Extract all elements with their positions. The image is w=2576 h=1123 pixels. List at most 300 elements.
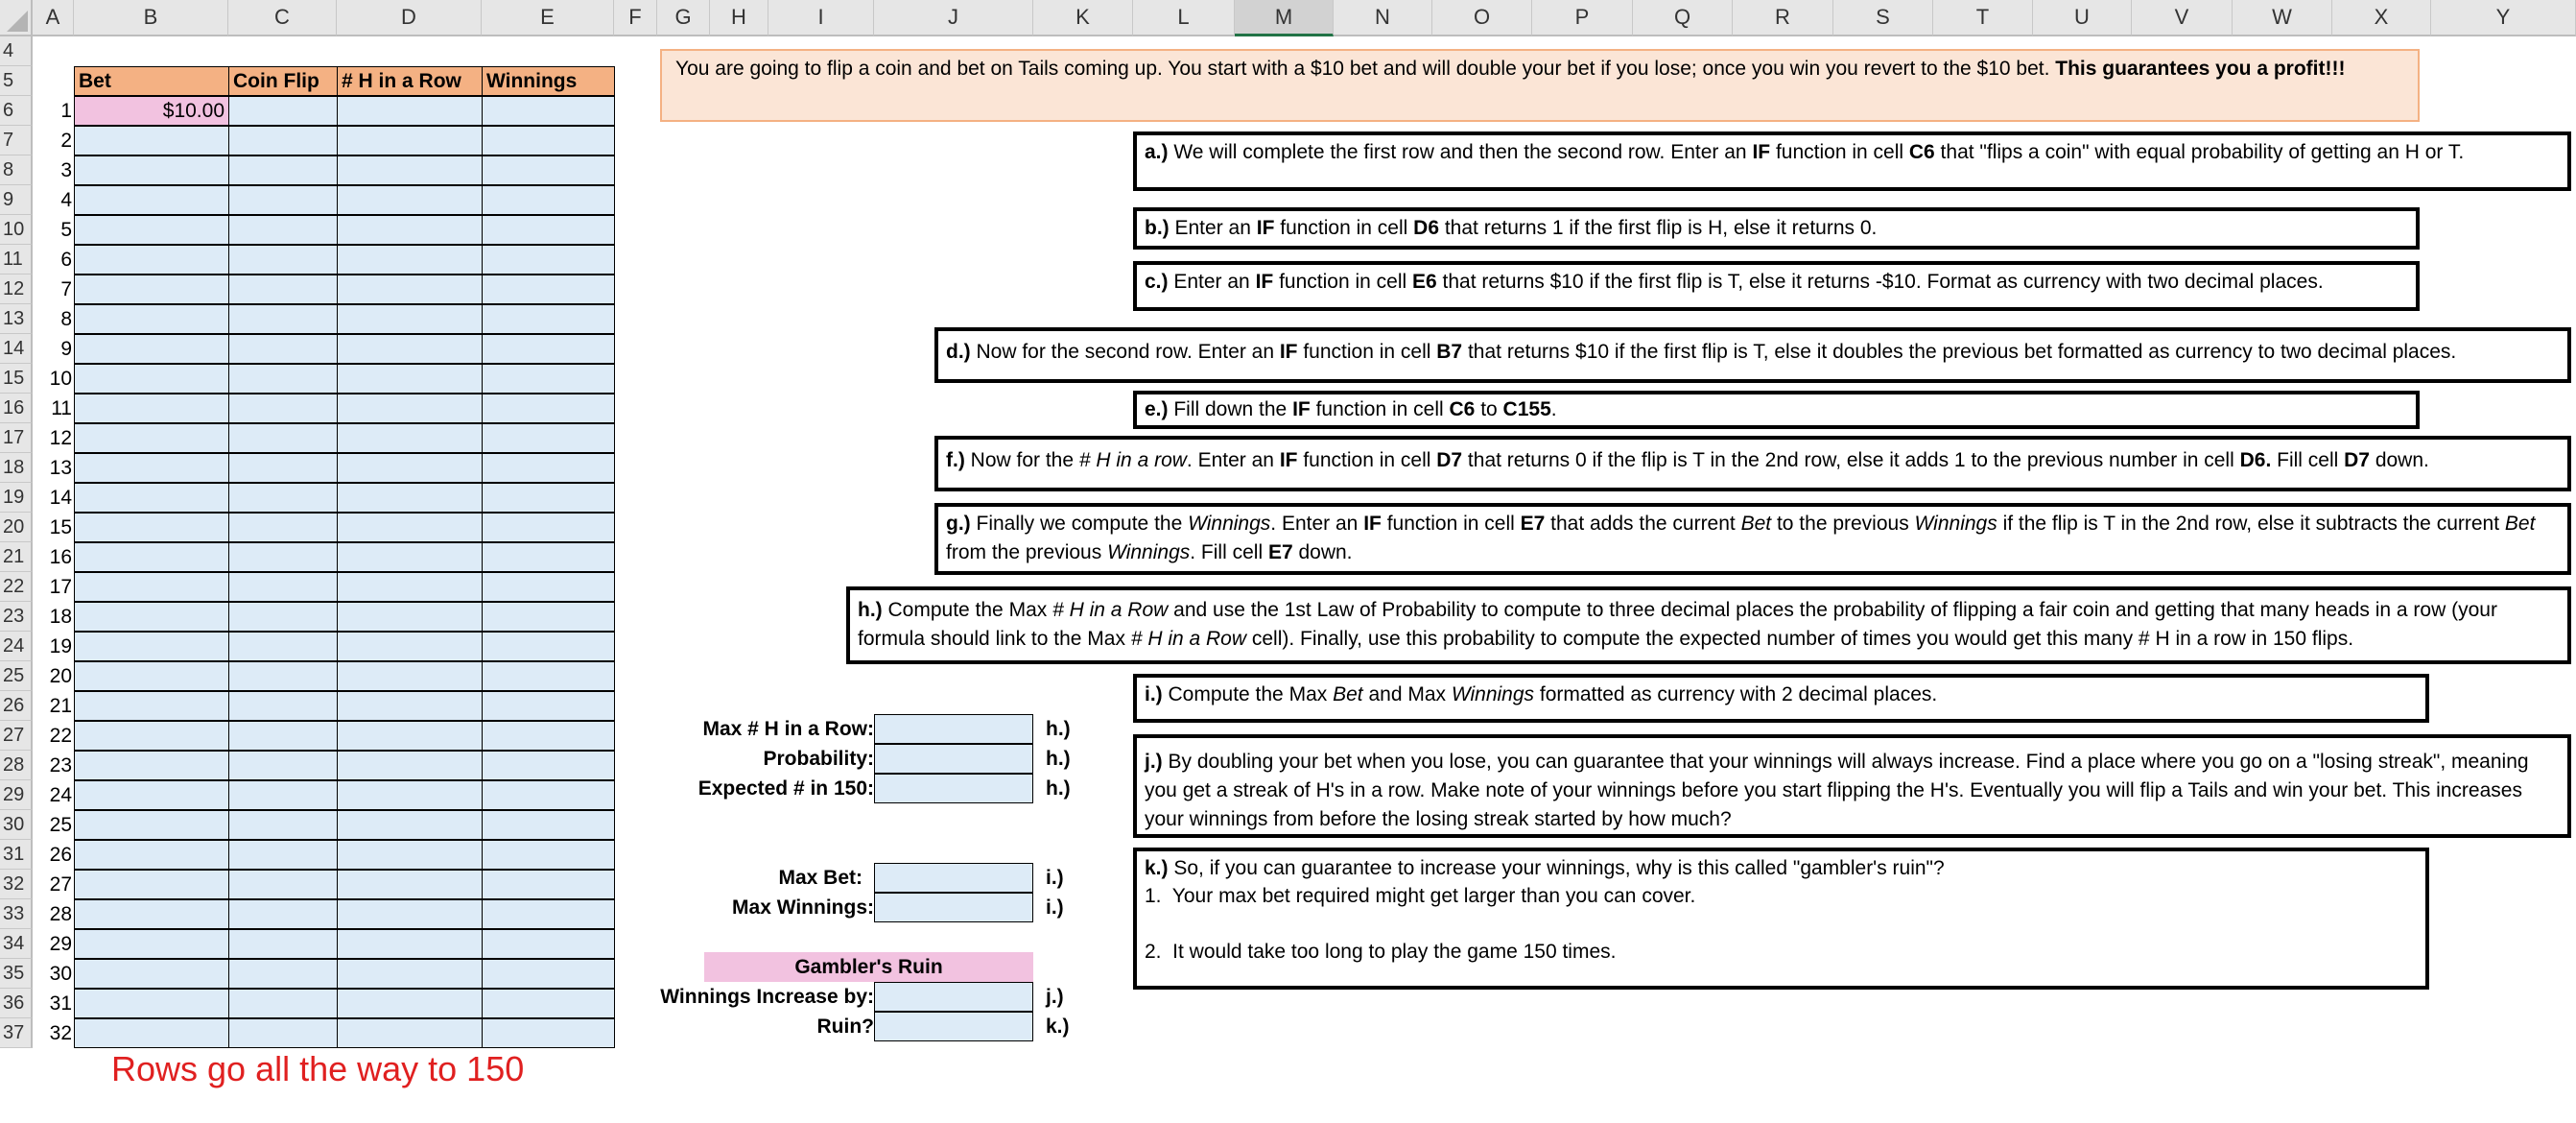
winnings-cell[interactable] bbox=[482, 155, 615, 185]
column-header-T[interactable]: T bbox=[1933, 0, 2033, 36]
coin-flip-cell[interactable] bbox=[228, 453, 338, 483]
row-header-27[interactable]: 27 bbox=[0, 721, 33, 751]
row-number: 4 bbox=[60, 188, 72, 211]
coin-flip-cell[interactable] bbox=[228, 661, 338, 691]
bet-cell[interactable] bbox=[74, 691, 229, 721]
column-header-R[interactable]: R bbox=[1733, 0, 1833, 36]
row-header-34[interactable]: 34 bbox=[0, 929, 33, 959]
column-header-X[interactable]: X bbox=[2332, 0, 2431, 36]
bet-cell[interactable] bbox=[74, 721, 229, 751]
instruction-i bbox=[1133, 674, 2429, 723]
text-segment: D7 bbox=[2344, 449, 2370, 471]
h-in-a-row-cell[interactable] bbox=[337, 215, 483, 245]
text-segment: function in cell bbox=[1297, 449, 1437, 471]
column-header-B[interactable]: B bbox=[74, 0, 228, 36]
expected-cell[interactable] bbox=[874, 774, 1033, 803]
coin-flip-cell[interactable] bbox=[228, 751, 338, 780]
instruction-c bbox=[1133, 261, 2420, 311]
bet-cell[interactable] bbox=[74, 334, 229, 364]
column-header-F[interactable]: F bbox=[614, 0, 657, 36]
column-header-E[interactable]: E bbox=[482, 0, 614, 36]
h-in-a-row-cell[interactable] bbox=[337, 364, 483, 394]
bet-cell[interactable] bbox=[74, 810, 229, 840]
text-segment: E6 bbox=[1412, 271, 1437, 293]
h-in-a-row-cell[interactable] bbox=[337, 661, 483, 691]
text-segment: a.) bbox=[1145, 141, 1174, 163]
row-number: 9 bbox=[60, 337, 72, 360]
row-header-19[interactable]: 19 bbox=[0, 483, 33, 513]
header-bet[interactable]: Bet bbox=[74, 66, 229, 96]
bet-cell[interactable] bbox=[74, 899, 229, 929]
bet-cell[interactable] bbox=[74, 542, 229, 572]
text-segment: C6 bbox=[1449, 398, 1476, 420]
text-segment: # H in a row bbox=[1078, 449, 1187, 471]
bet-cell[interactable] bbox=[74, 572, 229, 602]
bet-cell[interactable] bbox=[74, 155, 229, 185]
h-in-a-row-cell[interactable] bbox=[337, 840, 483, 870]
bet-cell[interactable] bbox=[74, 929, 229, 959]
row-header-4[interactable]: 4 bbox=[0, 36, 33, 66]
text-segment: Bet bbox=[1333, 683, 1363, 705]
text-segment: to bbox=[1475, 398, 1503, 420]
winnings-cell[interactable] bbox=[482, 126, 615, 155]
coin-flip-cell[interactable] bbox=[228, 483, 338, 513]
row-header-15[interactable]: 15 bbox=[0, 364, 33, 394]
text-segment: C6 bbox=[1908, 141, 1935, 163]
ref-h: h.) bbox=[1046, 777, 1071, 800]
h-in-a-row-cell[interactable] bbox=[337, 989, 483, 1018]
row-number: 7 bbox=[60, 277, 72, 300]
text-segment: function in cell bbox=[1274, 217, 1414, 239]
column-header-K[interactable]: K bbox=[1033, 0, 1133, 36]
h-in-a-row-cell[interactable] bbox=[337, 691, 483, 721]
h-in-a-row-cell[interactable] bbox=[337, 810, 483, 840]
h-in-a-row-cell[interactable] bbox=[337, 721, 483, 751]
winnings-cell[interactable] bbox=[482, 632, 615, 661]
max-winnings-label: Max Winnings: bbox=[732, 896, 874, 919]
coin-flip-cell[interactable] bbox=[228, 780, 338, 810]
text-segment: that returns $10 if the first flip is T, else it doubles the previous bet formatted as currency to two decimal places. bbox=[1462, 341, 2457, 363]
text-segment: e.) bbox=[1145, 398, 1174, 420]
winnings-increase-label: Winnings Increase by: bbox=[660, 986, 874, 1008]
bet-cell[interactable] bbox=[74, 126, 229, 155]
row-number: 30 bbox=[49, 962, 72, 985]
text-segment: c.) bbox=[1145, 271, 1174, 293]
row-header-22[interactable]: 22 bbox=[0, 572, 33, 602]
column-header-H[interactable]: H bbox=[710, 0, 768, 36]
text-segment: Bet bbox=[1740, 513, 1772, 535]
text-segment: IF bbox=[1752, 141, 1771, 163]
text-segment: j.) bbox=[1145, 751, 1169, 773]
bet-cell[interactable] bbox=[74, 483, 229, 513]
row-header-32[interactable]: 32 bbox=[0, 870, 33, 899]
h-in-a-row-cell[interactable] bbox=[337, 959, 483, 989]
text-segment: Enter an bbox=[1174, 217, 1257, 239]
instruction-h bbox=[846, 586, 2571, 664]
ref-h: h.) bbox=[1046, 718, 1071, 740]
expected-label: Expected # in 150: bbox=[697, 777, 874, 800]
column-header-I[interactable]: I bbox=[768, 0, 874, 36]
probability-label: Probability: bbox=[763, 748, 874, 770]
h-in-a-row-cell[interactable] bbox=[337, 275, 483, 304]
row-header-6[interactable]: 6 bbox=[0, 96, 33, 126]
text-segment: that returns 1 if the first flip is H, else it returns 0. bbox=[1439, 217, 1878, 239]
h-in-a-row-cell[interactable] bbox=[337, 751, 483, 780]
coin-flip-cell[interactable] bbox=[228, 542, 338, 572]
intro-text bbox=[660, 49, 2420, 122]
coin-flip-cell[interactable] bbox=[228, 96, 338, 126]
bet-cell[interactable] bbox=[74, 304, 229, 334]
row-header-12[interactable]: 12 bbox=[0, 275, 33, 304]
bet-cell[interactable] bbox=[74, 661, 229, 691]
text-segment: E7 bbox=[1267, 541, 1293, 563]
winnings-cell[interactable] bbox=[482, 453, 615, 483]
row-number: 15 bbox=[49, 515, 72, 538]
winnings-cell[interactable] bbox=[482, 542, 615, 572]
h-in-a-row-cell[interactable] bbox=[337, 126, 483, 155]
bet-cell[interactable] bbox=[74, 1018, 229, 1048]
bet-cell[interactable] bbox=[74, 989, 229, 1018]
text-segment: Fill cell bbox=[2271, 449, 2345, 471]
winnings-cell[interactable] bbox=[482, 691, 615, 721]
coin-flip-cell[interactable] bbox=[228, 275, 338, 304]
text-segment: Now for the bbox=[970, 449, 1079, 471]
column-header-L[interactable]: L bbox=[1133, 0, 1235, 36]
coin-flip-cell[interactable] bbox=[228, 1018, 338, 1048]
winnings-cell[interactable] bbox=[482, 870, 615, 899]
text-segment: # H in a Row bbox=[1130, 628, 1247, 650]
winnings-cell[interactable] bbox=[482, 304, 615, 334]
bet-cell[interactable] bbox=[74, 245, 229, 275]
bet-cell[interactable] bbox=[74, 394, 229, 423]
row-header-29[interactable]: 29 bbox=[0, 780, 33, 810]
coin-flip-cell[interactable] bbox=[228, 870, 338, 899]
coin-flip-cell[interactable] bbox=[228, 899, 338, 929]
text-segment: k.) bbox=[1145, 857, 1174, 879]
text-segment: and Max bbox=[1362, 683, 1452, 705]
coin-flip-cell[interactable] bbox=[228, 334, 338, 364]
bet-cell[interactable] bbox=[74, 453, 229, 483]
winnings-cell[interactable] bbox=[482, 899, 615, 929]
coin-flip-cell[interactable] bbox=[228, 215, 338, 245]
coin-flip-cell[interactable] bbox=[228, 155, 338, 185]
column-header-C[interactable]: C bbox=[228, 0, 337, 36]
text-segment: that returns 0 if the flip is T in the 2nd row, else it adds 1 to the previous number in cell bbox=[1462, 449, 2240, 471]
text-segment: Winnings bbox=[1914, 513, 1997, 535]
text-segment: . bbox=[1550, 398, 1557, 420]
text-segment: IF bbox=[1292, 398, 1311, 420]
h-in-a-row-cell[interactable] bbox=[337, 423, 483, 453]
winnings-cell[interactable] bbox=[482, 602, 615, 632]
coin-flip-cell[interactable] bbox=[228, 364, 338, 394]
coin-flip-cell[interactable] bbox=[228, 394, 338, 423]
coin-flip-cell[interactable] bbox=[228, 989, 338, 1018]
row-header-5[interactable]: 5 bbox=[0, 66, 33, 96]
text-segment: . Enter an bbox=[1186, 449, 1280, 471]
coin-flip-cell[interactable] bbox=[228, 810, 338, 840]
h-in-a-row-cell[interactable] bbox=[337, 155, 483, 185]
winnings-cell[interactable] bbox=[482, 275, 615, 304]
column-header-Y[interactable]: Y bbox=[2431, 0, 2576, 36]
bet-cell[interactable] bbox=[74, 513, 229, 542]
ref-i: i.) bbox=[1046, 896, 1064, 919]
h-in-a-row-cell[interactable] bbox=[337, 602, 483, 632]
ruin-cell[interactable] bbox=[874, 1012, 1033, 1041]
coin-flip-cell[interactable] bbox=[228, 572, 338, 602]
text-segment: Winnings bbox=[1451, 683, 1535, 705]
row-number: 10 bbox=[49, 367, 72, 390]
row-number: 8 bbox=[60, 307, 72, 330]
column-header-G[interactable]: G bbox=[657, 0, 710, 36]
ref-j: j.) bbox=[1046, 986, 1064, 1008]
text-segment: formatted as currency with 2 decimal places. bbox=[1534, 683, 1938, 705]
coin-flip-cell[interactable] bbox=[228, 840, 338, 870]
bet-cell[interactable] bbox=[74, 215, 229, 245]
text-segment: # H in a Row bbox=[1052, 599, 1169, 621]
column-header-V[interactable]: V bbox=[2132, 0, 2233, 36]
text-segment: Winnings bbox=[1188, 513, 1271, 535]
column-header-M[interactable]: M bbox=[1235, 0, 1334, 36]
column-header-A[interactable]: A bbox=[33, 0, 74, 36]
text-segment: that "flips a coin" with equal probability of getting an H or T. bbox=[1934, 141, 2465, 163]
row-number: 25 bbox=[49, 813, 72, 836]
ref-k: k.) bbox=[1046, 1015, 1070, 1038]
bet-cell[interactable] bbox=[74, 632, 229, 661]
winnings-cell[interactable] bbox=[482, 959, 615, 989]
coin-flip-cell[interactable] bbox=[228, 423, 338, 453]
h-in-a-row-cell[interactable] bbox=[337, 632, 483, 661]
winnings-cell[interactable] bbox=[482, 483, 615, 513]
row-number: 3 bbox=[60, 158, 72, 181]
h-in-a-row-cell[interactable] bbox=[337, 394, 483, 423]
winnings-cell[interactable] bbox=[482, 96, 615, 126]
winnings-cell[interactable] bbox=[482, 989, 615, 1018]
instruction-j bbox=[1133, 734, 2571, 838]
instruction-f bbox=[934, 436, 2571, 491]
winnings-cell[interactable] bbox=[482, 1018, 615, 1048]
text-segment: d.) bbox=[946, 341, 977, 363]
winnings-cell[interactable] bbox=[482, 840, 615, 870]
text-segment: Now for the second row. Enter an bbox=[976, 341, 1280, 363]
text-segment: We will complete the first row and then the second row. Enter an bbox=[1173, 141, 1753, 163]
instruction-b bbox=[1133, 207, 2420, 250]
row-number: 20 bbox=[49, 664, 72, 687]
row-header-24[interactable]: 24 bbox=[0, 632, 33, 661]
h-in-a-row-cell[interactable] bbox=[337, 304, 483, 334]
bet-cell[interactable] bbox=[74, 275, 229, 304]
text-segment: IF bbox=[1279, 449, 1298, 471]
row-header-37[interactable]: 37 bbox=[0, 1018, 33, 1048]
bet-cell[interactable] bbox=[74, 423, 229, 453]
rows-note: Rows go all the way to 150 bbox=[111, 1049, 525, 1088]
h-in-a-row-cell[interactable] bbox=[337, 513, 483, 542]
column-header-D[interactable]: D bbox=[337, 0, 482, 36]
text-segment: . Fill cell bbox=[1190, 541, 1268, 563]
max-bet-cell[interactable] bbox=[874, 863, 1033, 893]
coin-flip-cell[interactable] bbox=[228, 513, 338, 542]
row-number: 28 bbox=[49, 902, 72, 925]
text-segment: cell). Finally, use this probability to compute the expected number of times you would get this many # H in a row in 150 flips. bbox=[1246, 628, 2354, 650]
row-header-10[interactable]: 10 bbox=[0, 215, 33, 245]
coin-flip-cell[interactable] bbox=[228, 602, 338, 632]
row-header-20[interactable]: 20 bbox=[0, 513, 33, 542]
row-number: 24 bbox=[49, 783, 72, 806]
row-header-14[interactable]: 14 bbox=[0, 334, 33, 364]
text-segment: Compute the Max bbox=[887, 599, 1053, 621]
h-in-a-row-cell[interactable] bbox=[337, 483, 483, 513]
header-coin-flip[interactable]: Coin Flip bbox=[228, 66, 338, 96]
winnings-cell[interactable] bbox=[482, 185, 615, 215]
max-bet-label: Max Bet: bbox=[778, 867, 863, 889]
row-header-23[interactable]: 23 bbox=[0, 602, 33, 632]
h-in-a-row-cell[interactable] bbox=[337, 542, 483, 572]
row-number: 5 bbox=[60, 218, 72, 241]
bet-cell[interactable] bbox=[74, 364, 229, 394]
h-in-a-row-cell[interactable] bbox=[337, 453, 483, 483]
row-number: 12 bbox=[49, 426, 72, 449]
bet-cell[interactable] bbox=[74, 602, 229, 632]
text-segment: Bet bbox=[2504, 513, 2536, 535]
h-in-a-row-cell[interactable] bbox=[337, 334, 483, 364]
column-header-W[interactable]: W bbox=[2233, 0, 2332, 36]
row-number: 1 bbox=[60, 99, 72, 122]
coin-flip-cell[interactable] bbox=[228, 959, 338, 989]
winnings-cell[interactable] bbox=[482, 245, 615, 275]
row-number: 6 bbox=[60, 248, 72, 271]
gamblers-ruin-title: Gambler's Ruin bbox=[704, 952, 1033, 982]
row-header-31[interactable]: 31 bbox=[0, 840, 33, 870]
column-header-N[interactable]: N bbox=[1334, 0, 1432, 36]
h-in-a-row-cell[interactable] bbox=[337, 870, 483, 899]
text-segment: function in cell bbox=[1297, 341, 1437, 363]
h-in-a-row-cell[interactable] bbox=[337, 185, 483, 215]
winnings-cell[interactable] bbox=[482, 334, 615, 364]
winnings-cell[interactable] bbox=[482, 215, 615, 245]
bet-cell[interactable] bbox=[74, 185, 229, 215]
row-header-8[interactable]: 8 bbox=[0, 155, 33, 185]
row-header-36[interactable]: 36 bbox=[0, 989, 33, 1018]
text-segment: function in cell bbox=[1770, 141, 1909, 163]
instruction-e bbox=[1133, 391, 2420, 429]
h-in-a-row-cell[interactable] bbox=[337, 780, 483, 810]
text-segment: IF bbox=[1256, 217, 1275, 239]
winnings-cell[interactable] bbox=[482, 751, 615, 780]
text-segment: D7 bbox=[1436, 449, 1463, 471]
max-winnings-cell[interactable] bbox=[874, 893, 1033, 922]
winnings-cell[interactable] bbox=[482, 929, 615, 959]
h-in-a-row-cell[interactable] bbox=[337, 96, 483, 126]
winnings-cell[interactable] bbox=[482, 721, 615, 751]
h-in-a-row-cell[interactable] bbox=[337, 245, 483, 275]
ruin-label: Ruin? bbox=[816, 1015, 874, 1038]
row-number: 29 bbox=[49, 932, 72, 955]
row-number: 11 bbox=[51, 396, 72, 419]
row-number: 32 bbox=[49, 1021, 72, 1044]
row-header-33[interactable]: 33 bbox=[0, 899, 33, 929]
text-segment: that adds the current bbox=[1545, 513, 1741, 535]
text-segment: By doubling your bet when you lose, you can guarantee that your winnings will always increase. Find a place where you go on a "losing streak", meaning you get a streak of H's in a row. Make note of your winnings before you start flipping the H's. Eventually you will flip a Tails and win your bet. This increases your winnings from before the losing streak started by how much? bbox=[1145, 751, 2535, 830]
text-segment: to the previous bbox=[1771, 513, 1915, 535]
row-header-17[interactable]: 17 bbox=[0, 423, 33, 453]
row-header-11[interactable]: 11 bbox=[0, 245, 33, 275]
header-winnings[interactable]: Winnings bbox=[482, 66, 615, 96]
row-number: 27 bbox=[49, 872, 72, 896]
select-all-button[interactable] bbox=[0, 0, 33, 36]
text-segment: f.) bbox=[946, 449, 971, 471]
text-segment: if the flip is T in the 2nd row, else it subtracts the current bbox=[1997, 513, 2505, 535]
row-header-28[interactable]: 28 bbox=[0, 751, 33, 780]
coin-flip-cell[interactable] bbox=[228, 929, 338, 959]
coin-flip-cell[interactable] bbox=[228, 304, 338, 334]
row-number: 16 bbox=[49, 545, 72, 568]
ref-i: i.) bbox=[1046, 867, 1064, 889]
h-in-a-row-cell[interactable] bbox=[337, 899, 483, 929]
row-header-13[interactable]: 13 bbox=[0, 304, 33, 334]
row-number: 22 bbox=[49, 724, 72, 747]
coin-flip-cell[interactable] bbox=[228, 185, 338, 215]
h-in-a-row-cell[interactable] bbox=[337, 572, 483, 602]
row-header-26[interactable]: 26 bbox=[0, 691, 33, 721]
column-header-S[interactable]: S bbox=[1833, 0, 1933, 36]
bet-cell[interactable] bbox=[74, 780, 229, 810]
row-header-9[interactable]: 9 bbox=[0, 185, 33, 215]
h-in-a-row-cell[interactable] bbox=[337, 929, 483, 959]
text-segment: E7 bbox=[1520, 513, 1546, 535]
winnings-cell[interactable] bbox=[482, 572, 615, 602]
coin-flip-cell[interactable] bbox=[228, 126, 338, 155]
row-header-18[interactable]: 18 bbox=[0, 453, 33, 483]
winnings-cell[interactable] bbox=[482, 661, 615, 691]
h-in-a-row-cell[interactable] bbox=[337, 1018, 483, 1048]
text-segment: . Enter an bbox=[1270, 513, 1364, 535]
bet-cell[interactable] bbox=[74, 870, 229, 899]
row-header-7[interactable]: 7 bbox=[0, 126, 33, 155]
row-header-30[interactable]: 30 bbox=[0, 810, 33, 840]
column-header-Q[interactable]: Q bbox=[1633, 0, 1733, 36]
row-header-21[interactable]: 21 bbox=[0, 542, 33, 572]
text-segment: and use the 1st Law of Probability to compute to three decimal places the probability of flipping a fair coin and getting that many heads in a row (your formula should link to the Max bbox=[858, 599, 2503, 650]
winnings-cell[interactable] bbox=[482, 513, 615, 542]
text-segment: h.) bbox=[858, 599, 888, 621]
winnings-cell[interactable] bbox=[482, 423, 615, 453]
winnings-cell[interactable] bbox=[482, 780, 615, 810]
row-header-25[interactable]: 25 bbox=[0, 661, 33, 691]
column-header-P[interactable]: P bbox=[1532, 0, 1633, 36]
text-segment: Enter an bbox=[1173, 271, 1256, 293]
winnings-cell[interactable] bbox=[482, 364, 615, 394]
winnings-increase-cell[interactable] bbox=[874, 982, 1033, 1012]
coin-flip-cell[interactable] bbox=[228, 721, 338, 751]
row-header-16[interactable]: 16 bbox=[0, 394, 33, 423]
bet-cell[interactable] bbox=[74, 840, 229, 870]
coin-flip-cell[interactable] bbox=[228, 632, 338, 661]
winnings-cell[interactable] bbox=[482, 394, 615, 423]
bet-cell[interactable] bbox=[74, 751, 229, 780]
text-segment: This guarantees you a profit!!! bbox=[2055, 58, 2346, 80]
column-header-J[interactable]: J bbox=[874, 0, 1033, 36]
column-header-U[interactable]: U bbox=[2033, 0, 2132, 36]
header-h-in-a-row[interactable]: # H in a Row bbox=[337, 66, 483, 96]
coin-flip-cell[interactable] bbox=[228, 691, 338, 721]
row-header-35[interactable]: 35 bbox=[0, 959, 33, 989]
probability-cell[interactable] bbox=[874, 744, 1033, 774]
bet-cell[interactable]: $10.00 bbox=[74, 96, 229, 126]
coin-flip-cell[interactable] bbox=[228, 245, 338, 275]
max-h-cell[interactable] bbox=[874, 714, 1033, 744]
bet-cell[interactable] bbox=[74, 959, 229, 989]
winnings-cell[interactable] bbox=[482, 810, 615, 840]
column-header-O[interactable]: O bbox=[1432, 0, 1532, 36]
